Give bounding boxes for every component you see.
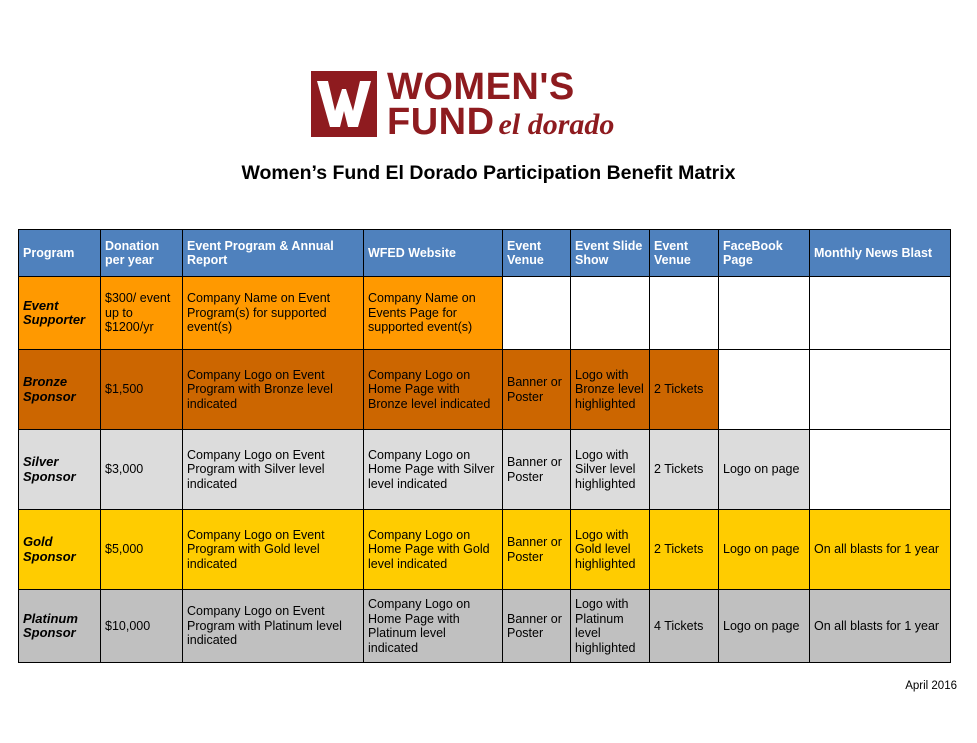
table-cell: Logo with Platinum level highlighted	[571, 590, 650, 663]
table-cell: Company Logo on Event Program with Platinum level indicated	[183, 590, 364, 663]
table-cell: Banner or Poster	[503, 590, 571, 663]
document-date: April 2016	[905, 680, 957, 692]
column-header: Donation per year	[101, 230, 183, 277]
logo	[311, 66, 661, 143]
table-cell	[810, 277, 951, 350]
table-row-platinum-sponsor	[19, 590, 951, 663]
table-cell: 4 Tickets	[650, 590, 719, 663]
table-cell: Company Logo on Home Page with Gold level indicated	[364, 510, 503, 590]
table-cell: On all blasts for 1 year	[810, 510, 951, 590]
table-cell: Company Logo on Event Program with Bronze level indicated	[183, 350, 364, 430]
column-header: Event Venue	[503, 230, 571, 277]
table-row-silver-sponsor	[19, 430, 951, 510]
table-cell: $1,500	[101, 350, 183, 430]
level-label: Bronze Sponsor	[19, 350, 101, 430]
table-cell	[810, 430, 951, 510]
logo-text-eldorado: el dorado	[498, 108, 615, 141]
table-cell: $10,000	[101, 590, 183, 663]
table-row-bronze-sponsor	[19, 350, 951, 430]
table-cell: Logo on page	[719, 590, 810, 663]
table-cell: Banner or Poster	[503, 430, 571, 510]
column-header: FaceBook Page	[719, 230, 810, 277]
level-label: Platinum Sponsor	[19, 590, 101, 663]
level-label: Silver Sponsor	[19, 430, 101, 510]
table-cell: 2 Tickets	[650, 350, 719, 430]
table-cell: Logo with Silver level highlighted	[571, 430, 650, 510]
column-header: Event Venue	[650, 230, 719, 277]
table-cell: 2 Tickets	[650, 510, 719, 590]
table-cell	[571, 277, 650, 350]
table-cell: Logo with Bronze level highlighted	[571, 350, 650, 430]
table-header-row	[19, 230, 951, 277]
logo-text-line2	[387, 102, 614, 150]
benefit-matrix-table	[18, 229, 951, 663]
table-row-gold-sponsor	[19, 510, 951, 590]
table-cell: $300/ event up to $1200/yr	[101, 277, 183, 350]
level-label: Gold Sponsor	[19, 510, 101, 590]
level-label: Event Supporter	[19, 277, 101, 350]
table-cell: Company Name on Events Page for supported event(s)	[364, 277, 503, 350]
column-header: WFED Website	[364, 230, 503, 277]
column-header: Monthly News Blast	[810, 230, 951, 277]
logo-text-fund: FUND	[387, 101, 495, 143]
table-cell: 2 Tickets	[650, 430, 719, 510]
table-cell: Company Logo on Event Program with Gold level indicated	[183, 510, 364, 590]
table-cell: Company Logo on Home Page with Bronze level indicated	[364, 350, 503, 430]
table-row-event-supporter	[19, 277, 951, 350]
table-cell: Company Logo on Event Program with Silver level indicated	[183, 430, 364, 510]
table-cell: Logo on page	[719, 430, 810, 510]
column-header: Program	[19, 230, 101, 277]
table-cell: $5,000	[101, 510, 183, 590]
page-title: Women’s Fund El Dorado Participation Benefit Matrix	[241, 162, 736, 184]
table-cell: Logo with Gold level highlighted	[571, 510, 650, 590]
table-cell: Company Logo on Home Page with Platinum level indicated	[364, 590, 503, 663]
table-cell	[810, 350, 951, 430]
column-header: Event Program & Annual Report	[183, 230, 364, 277]
table-cell	[650, 277, 719, 350]
table-cell	[719, 277, 810, 350]
table-cell: Banner or Poster	[503, 350, 571, 430]
table-cell	[719, 350, 810, 430]
table-cell	[503, 277, 571, 350]
table-cell: Banner or Poster	[503, 510, 571, 590]
table-cell: Company Name on Event Program(s) for supported event(s)	[183, 277, 364, 350]
column-header: Event Slide Show	[571, 230, 650, 277]
w-logo-icon	[311, 71, 377, 137]
table-cell: $3,000	[101, 430, 183, 510]
table-cell: Company Logo on Home Page with Silver level indicated	[364, 430, 503, 510]
logo-text-womens: WOMEN'S	[387, 66, 575, 108]
table-cell: On all blasts for 1 year	[810, 590, 951, 663]
table-cell: Logo on page	[719, 510, 810, 590]
